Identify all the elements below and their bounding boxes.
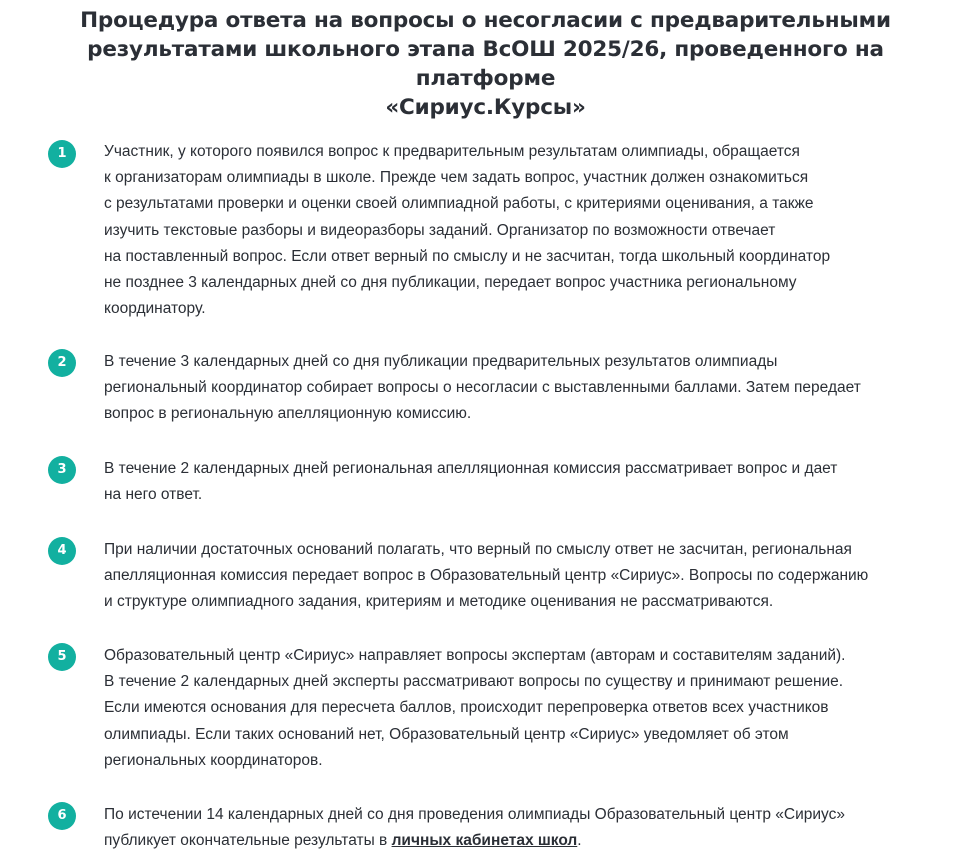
title-line: результатами школьного этапа ВсОШ 2025/26, проведенного на платформе [87, 37, 884, 91]
school-accounts-link[interactable]: личных кабинетах школ [391, 832, 578, 850]
step-text [104, 139, 830, 322]
text-line: на него ответ. [104, 486, 203, 504]
text-line: и структуре олимпиадного задания, критериям и методике оценивания не рассматриваются. [104, 593, 774, 611]
step-number-badge: 3 [48, 456, 76, 484]
text-line: В течение 2 календарных дней эксперты рассматривают вопросы по существу и принимают решение. [104, 673, 844, 691]
step-text [104, 456, 837, 508]
step-text [104, 537, 868, 616]
text-line: региональный координатор собирает вопросы о несогласии с выставленными баллами. Затем передает [104, 379, 861, 397]
text-line: к организаторам олимпиады в школе. Прежде чем задать вопрос, участник должен ознакомиться [104, 169, 809, 187]
text-line: изучить текстовые разборы и видеоразборы заданий. Организатор по возможности отвечает [104, 221, 776, 239]
text-fragment: . [577, 832, 582, 850]
text-line: координатору. [104, 300, 206, 318]
step-number-badge: 5 [48, 643, 76, 671]
text-line [104, 828, 845, 854]
text-fragment: публикует окончательные результаты в [104, 832, 392, 850]
text-line: вопрос в региональную апелляционную комиссию. [104, 405, 472, 423]
title-line: «Сириус.Курсы» [385, 95, 586, 120]
step-text [104, 349, 861, 428]
text-line: Участник, у которого появился вопрос к предварительным результатам олимпиады, обращается [104, 143, 800, 160]
step-number-badge: 2 [48, 349, 76, 377]
text-line: апелляционная комиссия передает вопрос в Образовательный центр «Сириус». Вопросы по содержанию [104, 567, 869, 585]
text-line: Если имеются основания для пересчета баллов, происходит перепроверка ответов всех участников [104, 699, 829, 717]
step-number-badge: 6 [48, 802, 76, 830]
title-line: Процедура ответа на вопросы о несогласии с предварительными [80, 8, 891, 33]
text-line: с результатами проверки и оценки своей олимпиадной работы, с критериями оценивания, а также [104, 195, 814, 213]
step-number-badge: 1 [48, 140, 76, 168]
step-number-badge: 4 [48, 537, 76, 565]
text-line: При наличии достаточных оснований полагать, что верный по смыслу ответ не засчитан, региональная [104, 541, 852, 558]
text-line: По истечении 14 календарных дней со дня проведения олимпиады Образовательный центр «Сириус» [104, 806, 845, 823]
text-line: Образовательный центр «Сириус» направляет вопросы экспертам (авторам и составителям заданий). [104, 647, 846, 664]
step-text [104, 643, 845, 774]
text-line: на поставленный вопрос. Если ответ верный по смыслу и не засчитан, тогда школьный координатор [104, 247, 831, 265]
text-line: региональных координаторов. [104, 751, 323, 769]
text-line: не позднее 3 календарных дней со дня публикации, передает вопрос участника региональному [104, 274, 797, 292]
text-line: В течение 2 календарных дней региональная апелляционная комиссия рассматривает вопрос и дает [104, 460, 838, 477]
text-line: олимпиады. Если таких оснований нет, Образовательный центр «Сириус» уведомляет об этом [104, 725, 789, 743]
step-text [104, 802, 845, 854]
text-line: В течение 3 календарных дней со дня публикации предварительных результатов олимпиады [104, 353, 778, 370]
